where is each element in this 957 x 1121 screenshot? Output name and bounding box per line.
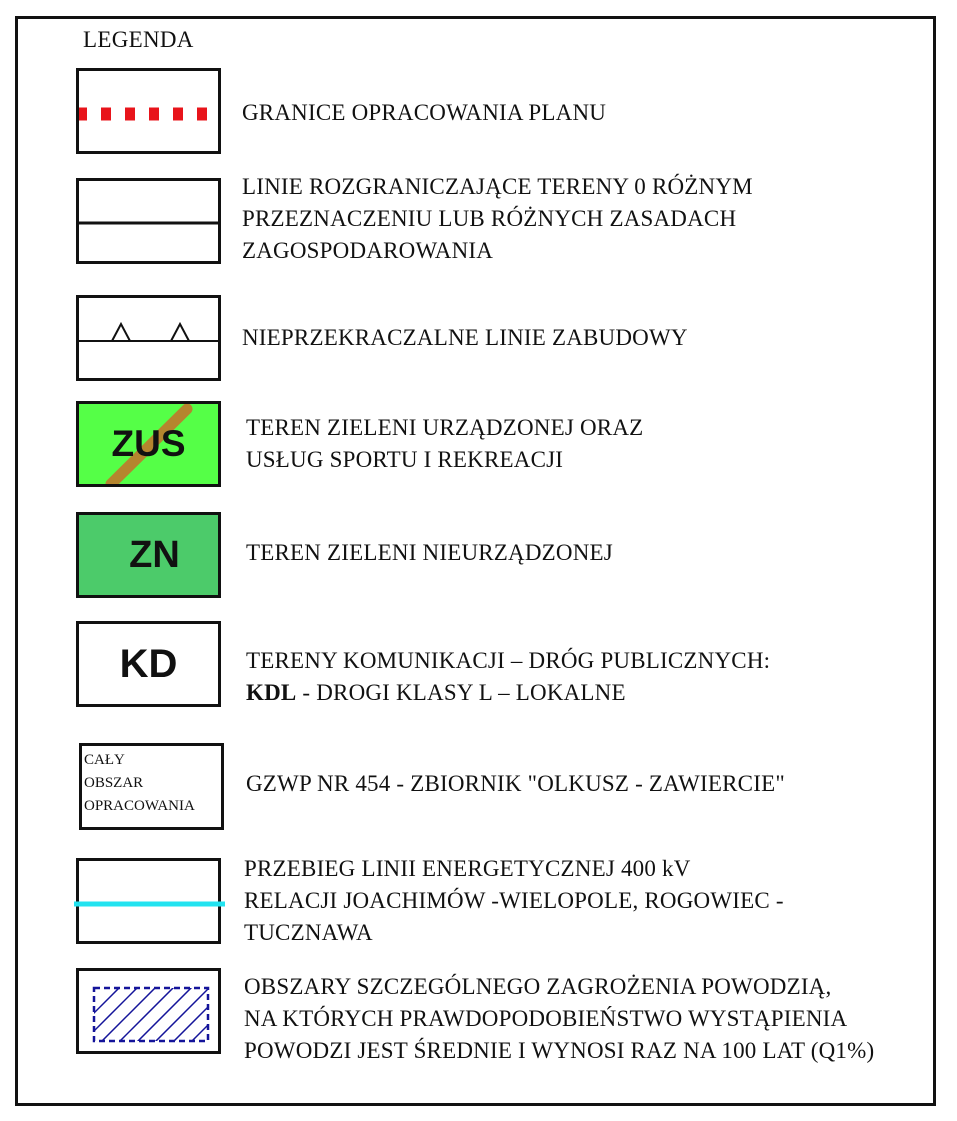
legend-title: LEGENDA bbox=[83, 27, 194, 52]
cyan-power-line-icon bbox=[74, 861, 225, 947]
symbol-power-line bbox=[76, 858, 221, 944]
red-dashed-line-icon bbox=[79, 71, 221, 154]
symbol-flood-zone bbox=[76, 968, 221, 1054]
code-zus: ZUS bbox=[111, 423, 186, 464]
gzwp-box-text: CAŁY OBSZAR OPRACOWANIA bbox=[84, 752, 195, 814]
code-kd: KD bbox=[119, 641, 178, 686]
code-zn: ZN bbox=[129, 533, 180, 576]
symbol-zn bbox=[76, 512, 221, 598]
hatched-area-icon bbox=[79, 971, 221, 1054]
label-power-line: PRZEBIEG LINII ENERGETYCZNEJ 400 kV RELACJI JOACHIMÓW -WIELOPOLE, ROGOWIEC - TUCZNAWA bbox=[244, 856, 784, 945]
kdl-code: KDL bbox=[246, 680, 297, 705]
solid-line-icon bbox=[79, 181, 221, 264]
symbol-kd bbox=[76, 621, 221, 707]
label-gzwp: GZWP NR 454 - ZBIORNIK "OLKUSZ - ZAWIERCIE" bbox=[246, 771, 785, 796]
label-zn: TEREN ZIELENI NIEURZĄDZONEJ bbox=[246, 540, 613, 565]
symbol-building-lines bbox=[76, 295, 221, 381]
label-dividing-lines: LINIE ROZGRANICZAJĄCE TERENY 0 RÓŻNYM PRZEZNACZENIU LUB RÓŻNYCH ZASADACH ZAGOSPODAROWANIA bbox=[242, 174, 753, 263]
symbol-zus bbox=[76, 401, 221, 487]
symbol-plan-boundary bbox=[76, 68, 221, 154]
kdl-description: - DROGI KLASY L – LOKALNE bbox=[296, 680, 626, 705]
label-building-lines: NIEPRZEKRACZALNE LINIE ZABUDOWY bbox=[242, 325, 688, 350]
building-line-triangles-icon bbox=[79, 298, 221, 381]
symbol-gzwp bbox=[79, 743, 224, 830]
label-kd: TERENY KOMUNIKACJI – DRÓG PUBLICZNYCH: KDL - DROGI KLASY L – LOKALNE bbox=[246, 648, 771, 705]
label-flood-zone: OBSZARY SZCZEGÓLNEGO ZAGROŻENIA POWODZIĄ, NA KTÓRYCH PRAWDOPODOBIEŃSTWO WYSTĄPIENIA POWODZI JEST ŚREDNIE I WYNOSI RAZ NA 100 LAT (Q1%) bbox=[244, 974, 875, 1063]
symbol-dividing-lines bbox=[76, 178, 221, 264]
label-zus: TEREN ZIELENI URZĄDZONEJ ORAZ USŁUG SPORTU I REKREACJI bbox=[246, 415, 644, 472]
label-plan-boundary: GRANICE OPRACOWANIA PLANU bbox=[242, 100, 607, 125]
